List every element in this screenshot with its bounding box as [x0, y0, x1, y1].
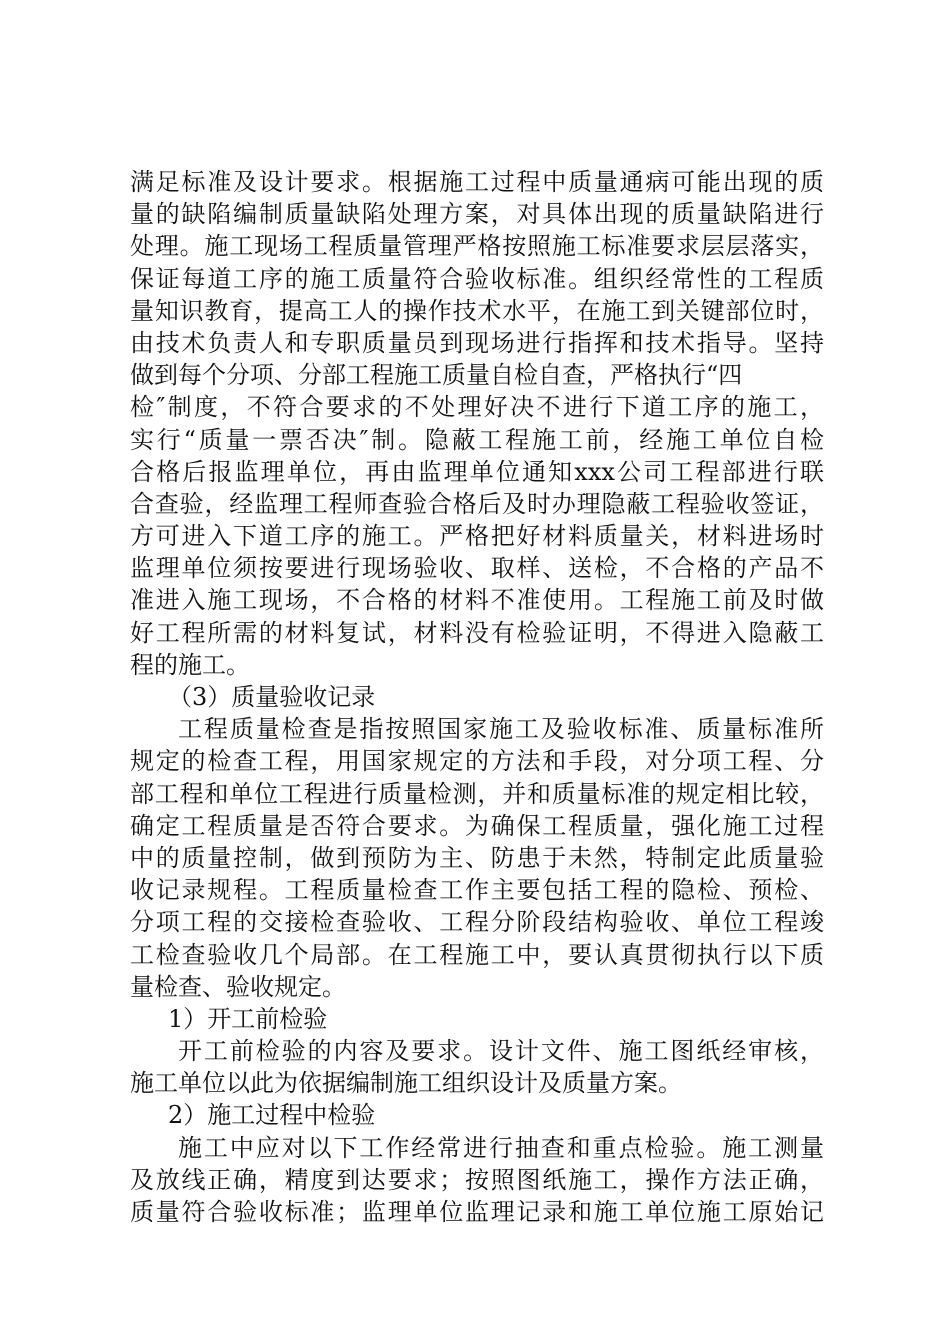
- paragraph-line: 合格后报监理单位，再由监理单位通知xxx公司工程部进行联: [130, 457, 824, 486]
- paragraph-line: 检″制度，不符合要求的不处理好决不进行下道工序的施工，: [130, 393, 824, 422]
- paragraph-line: 施工中应对以下工作经常进行抽查和重点检验。施工测量: [178, 1133, 824, 1162]
- paragraph-line: 程的施工。: [130, 650, 250, 679]
- paragraph-line: 分项工程的交接检查验收、工程分阶段结构验收、单位工程竣: [130, 908, 824, 937]
- paragraph-line: 实行“质量一票否决″制。隐蔽工程施工前，经施工单位自检: [130, 425, 824, 454]
- paragraph-line: 满足标准及设计要求。根据施工过程中质量通病可能出现的质: [130, 168, 824, 196]
- paragraph-line: 确定工程质量是否符合要求。为确保工程质量，强化施工过程: [130, 811, 824, 840]
- paragraph-line: 质量符合验收标准；监理单位监理记录和施工单位施工原始记: [130, 1198, 824, 1226]
- section-heading: （3）质量验收记录: [168, 683, 376, 711]
- paragraph-line: 监理单位须按要进行现场验收、取样、送检，不合格的产品不: [130, 554, 824, 583]
- paragraph-line: 中的质量控制，做到预防为主、防患于未然，特制定此质量验: [130, 843, 824, 872]
- paragraph-line: 由技术负责人和专职质量员到现场进行指挥和技术指导。坚持: [130, 328, 824, 357]
- paragraph-line: 部工程和单位工程进行质量检测，并和质量标准的规定相比较，: [130, 779, 824, 808]
- paragraph-line: 施工单位以此为依据编制施工组织设计及质量方案。: [130, 1069, 682, 1098]
- paragraph-line: 合查验，经监理工程师查验合格后及时办理隐蔽工程验收签证，: [130, 489, 824, 518]
- section-heading: 2）施工过程中检验: [168, 1101, 376, 1130]
- paragraph-line: 量的缺陷编制质量缺陷处理方案，对具体出现的质量缺陷进行: [130, 200, 824, 229]
- paragraph-line: 量知识教育，提高工人的操作技术水平，在施工到关键部位时，: [130, 296, 824, 325]
- paragraph-line: 保证每道工序的施工质量符合验收标准。组织经常性的工程质: [130, 264, 824, 293]
- paragraph-line: 方可进入下道工序的施工。严格把好材料质量关，材料进场时: [130, 522, 824, 551]
- paragraph-line: 规定的检查工程，用国家规定的方法和手段，对分项工程、分: [130, 747, 824, 776]
- paragraph-line: 量检查、验收规定。: [130, 972, 346, 1001]
- document-body: [130, 166, 824, 1228]
- paragraph-line: 准进入施工现场，不合格的材料不准使用。工程施工前及时做: [130, 586, 824, 615]
- paragraph-line: 处理。施工现场工程质量管理严格按照施工标准要求层层落实，: [130, 232, 824, 261]
- paragraph-line: 开工前检验的内容及要求。设计文件、施工图纸经审核，: [178, 1037, 824, 1066]
- paragraph-line: 工程质量检查是指按照国家施工及验收标准、质量标准所: [178, 715, 824, 744]
- paragraph-line: 做到每个分项、分部工程施工质量自检自查，严格执行“四: [130, 361, 743, 390]
- paragraph-line: 收记录规程。工程质量检查工作主要包括工程的隐检、预检、: [130, 876, 824, 905]
- paragraph-line: 工检查验收几个局部。在工程施工中，要认真贯彻执行以下质: [130, 940, 824, 969]
- paragraph-line: 好工程所需的材料复试，材料没有检验证明，不得进入隐蔽工: [130, 618, 824, 647]
- section-heading: 1）开工前检验: [168, 1004, 328, 1033]
- paragraph-line: 及放线正确，精度到达要求；按照图纸施工，操作方法正确，: [130, 1165, 824, 1194]
